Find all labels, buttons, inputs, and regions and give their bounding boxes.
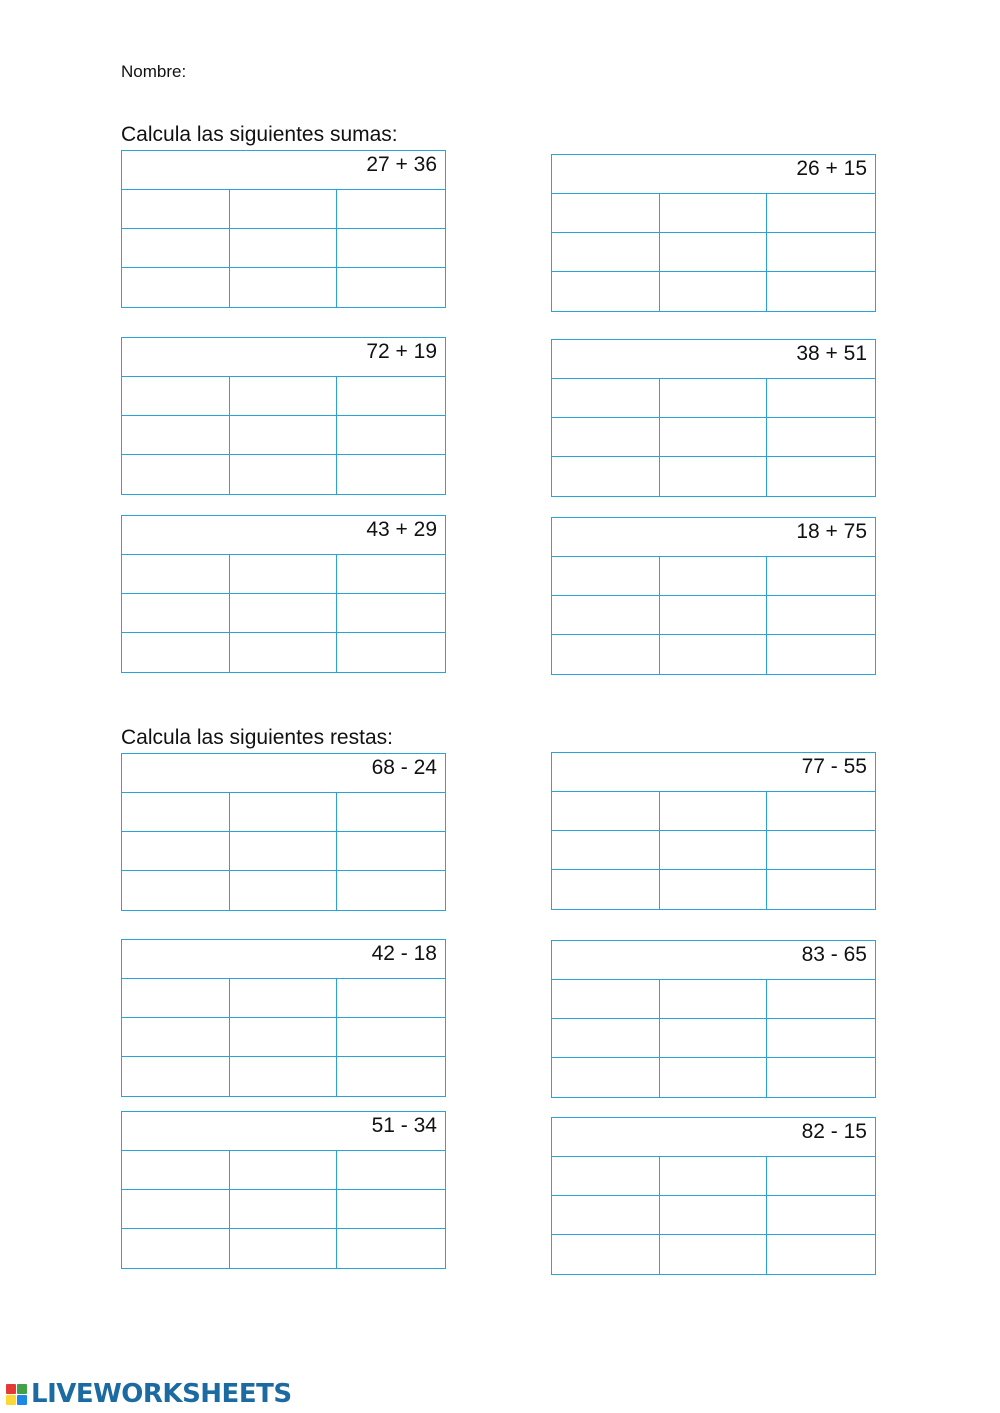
- answer-grid: [552, 792, 875, 909]
- problem-box: [551, 339, 876, 497]
- answer-input[interactable]: [230, 268, 337, 307]
- answer-cell: [230, 871, 338, 910]
- answer-cell: [767, 379, 875, 418]
- answer-cell: [660, 792, 768, 831]
- answer-input[interactable]: [337, 1018, 445, 1056]
- answer-cell: [122, 1057, 230, 1096]
- answer-input[interactable]: [230, 832, 337, 870]
- answer-cell: [337, 229, 445, 268]
- answer-input[interactable]: [122, 832, 229, 870]
- problem-box: [121, 150, 446, 308]
- answer-input[interactable]: [660, 1196, 767, 1234]
- logo-blocks-icon: [6, 1384, 27, 1405]
- answer-input[interactable]: [230, 633, 337, 672]
- answer-cell: [660, 980, 768, 1019]
- answer-cell: [337, 455, 445, 494]
- answer-input[interactable]: [230, 1190, 337, 1228]
- answer-input[interactable]: [337, 793, 445, 831]
- answer-input[interactable]: [767, 379, 875, 417]
- answer-cell: [552, 1157, 660, 1196]
- answer-cell: [337, 1229, 445, 1268]
- answer-cell: [230, 1151, 338, 1190]
- answer-input[interactable]: [230, 1018, 337, 1056]
- problem-header: [122, 754, 445, 793]
- answer-input[interactable]: [122, 416, 229, 454]
- logo-block: [17, 1395, 27, 1405]
- answer-input[interactable]: [337, 633, 445, 672]
- answer-input[interactable]: [122, 190, 229, 228]
- answer-cell: [552, 272, 660, 311]
- answer-input[interactable]: [337, 1229, 445, 1268]
- answer-cell: [122, 1151, 230, 1190]
- problem-box: [551, 1117, 876, 1275]
- answer-cell: [767, 596, 875, 635]
- problem-expression: 18 + 75: [796, 520, 867, 543]
- answer-input[interactable]: [660, 557, 767, 595]
- answer-cell: [122, 1190, 230, 1229]
- problem-expression: 38 + 51: [796, 342, 867, 365]
- answer-input[interactable]: [230, 979, 337, 1017]
- answer-input[interactable]: [230, 793, 337, 831]
- answer-input[interactable]: [552, 831, 659, 869]
- answer-input[interactable]: [660, 194, 767, 232]
- answer-input[interactable]: [552, 1019, 659, 1057]
- answer-cell: [767, 1235, 875, 1274]
- answer-input[interactable]: [337, 377, 445, 415]
- name-label: Nombre:: [121, 62, 187, 81]
- answer-input[interactable]: [337, 1151, 445, 1189]
- problem-box: [551, 940, 876, 1098]
- answer-cell: [660, 557, 768, 596]
- answer-input[interactable]: [660, 596, 767, 634]
- answer-input[interactable]: [122, 1229, 229, 1268]
- answer-input[interactable]: [122, 793, 229, 831]
- answer-input[interactable]: [230, 555, 337, 593]
- problem-header: [552, 155, 875, 194]
- answer-cell: [337, 555, 445, 594]
- answer-input[interactable]: [230, 190, 337, 228]
- answer-cell: [230, 377, 338, 416]
- answer-input[interactable]: [122, 1190, 229, 1228]
- answer-cell: [337, 979, 445, 1018]
- answer-input[interactable]: [337, 594, 445, 632]
- logo-block: [6, 1384, 16, 1394]
- answer-input[interactable]: [122, 455, 229, 494]
- answer-cell: [552, 233, 660, 272]
- answer-cell: [660, 1196, 768, 1235]
- liveworksheets-logo: [6, 1379, 292, 1409]
- answer-input[interactable]: [660, 1157, 767, 1195]
- answer-grid: [552, 194, 875, 311]
- answer-input[interactable]: [552, 1058, 659, 1097]
- answer-input[interactable]: [767, 1058, 875, 1097]
- answer-input[interactable]: [660, 980, 767, 1018]
- answer-input[interactable]: [122, 1018, 229, 1056]
- answer-input[interactable]: [767, 792, 875, 830]
- answer-cell: [552, 1019, 660, 1058]
- answer-input[interactable]: [230, 1229, 337, 1268]
- answer-input[interactable]: [337, 229, 445, 267]
- answer-grid: [122, 979, 445, 1096]
- answer-cell: [552, 379, 660, 418]
- answer-input[interactable]: [660, 233, 767, 271]
- answer-cell: [660, 635, 768, 674]
- answer-input[interactable]: [337, 416, 445, 454]
- problem-header: [552, 1118, 875, 1157]
- answer-cell: [660, 233, 768, 272]
- answer-cell: [660, 1058, 768, 1097]
- problem-box: [551, 752, 876, 910]
- answer-cell: [122, 190, 230, 229]
- answer-cell: [337, 832, 445, 871]
- answer-input[interactable]: [230, 416, 337, 454]
- answer-cell: [122, 377, 230, 416]
- answer-input[interactable]: [552, 557, 659, 595]
- answer-cell: [337, 377, 445, 416]
- answer-input[interactable]: [230, 871, 337, 910]
- answer-input[interactable]: [337, 455, 445, 494]
- answer-cell: [337, 1018, 445, 1057]
- answer-input[interactable]: [552, 980, 659, 1018]
- answer-cell: [660, 272, 768, 311]
- answer-cell: [767, 1196, 875, 1235]
- answer-cell: [230, 832, 338, 871]
- answer-cell: [337, 1151, 445, 1190]
- subtractions-section-title: Calcula las siguientes restas:: [121, 726, 393, 749]
- answer-cell: [660, 831, 768, 870]
- answer-input[interactable]: [552, 418, 659, 456]
- answer-input[interactable]: [767, 635, 875, 674]
- answer-cell: [122, 1018, 230, 1057]
- answer-input[interactable]: [552, 1196, 659, 1234]
- answer-cell: [660, 1235, 768, 1274]
- answer-cell: [767, 831, 875, 870]
- answer-input[interactable]: [337, 1057, 445, 1096]
- answer-grid: [122, 793, 445, 910]
- problem-expression: 26 + 15: [796, 157, 867, 180]
- answer-input[interactable]: [337, 979, 445, 1017]
- answer-cell: [767, 1058, 875, 1097]
- answer-cell: [337, 268, 445, 307]
- answer-cell: [552, 457, 660, 496]
- logo-text: LIVEWORKSHEETS: [31, 1379, 292, 1409]
- answer-cell: [552, 1235, 660, 1274]
- answer-input[interactable]: [660, 272, 767, 311]
- problem-header: [552, 941, 875, 980]
- answer-input[interactable]: [660, 792, 767, 830]
- answer-cell: [767, 194, 875, 233]
- answer-cell: [552, 418, 660, 457]
- answer-input[interactable]: [337, 555, 445, 593]
- problem-box: [121, 1111, 446, 1269]
- answer-cell: [552, 1196, 660, 1235]
- answer-cell: [230, 793, 338, 832]
- answer-grid: [552, 980, 875, 1097]
- answer-input[interactable]: [122, 377, 229, 415]
- problem-expression: 27 + 36: [366, 153, 437, 176]
- problem-box: [551, 517, 876, 675]
- answer-cell: [230, 416, 338, 455]
- answer-cell: [337, 594, 445, 633]
- logo-block: [6, 1395, 16, 1405]
- answer-input[interactable]: [230, 594, 337, 632]
- answer-cell: [337, 633, 445, 672]
- answer-cell: [660, 596, 768, 635]
- answer-cell: [122, 832, 230, 871]
- answer-cell: [552, 870, 660, 909]
- answer-input[interactable]: [767, 870, 875, 909]
- answer-input[interactable]: [767, 457, 875, 496]
- answer-cell: [337, 871, 445, 910]
- answer-cell: [660, 418, 768, 457]
- answer-input[interactable]: [552, 596, 659, 634]
- answer-cell: [337, 416, 445, 455]
- answer-cell: [230, 268, 338, 307]
- answer-input[interactable]: [767, 557, 875, 595]
- answer-cell: [660, 1157, 768, 1196]
- answer-input[interactable]: [767, 272, 875, 311]
- answer-cell: [767, 635, 875, 674]
- problem-header: [122, 338, 445, 377]
- answer-cell: [767, 272, 875, 311]
- answer-input[interactable]: [552, 379, 659, 417]
- problem-expression: 68 - 24: [371, 756, 437, 779]
- answer-input[interactable]: [122, 633, 229, 672]
- answer-input[interactable]: [767, 233, 875, 271]
- answer-cell: [230, 633, 338, 672]
- logo-block: [17, 1384, 27, 1394]
- answer-cell: [230, 979, 338, 1018]
- problem-expression: 43 + 29: [366, 518, 437, 541]
- answer-cell: [122, 1229, 230, 1268]
- answer-cell: [660, 194, 768, 233]
- answer-input[interactable]: [337, 268, 445, 307]
- answer-cell: [552, 194, 660, 233]
- problem-header: [552, 753, 875, 792]
- answer-cell: [767, 792, 875, 831]
- answer-input[interactable]: [337, 1190, 445, 1228]
- answer-input[interactable]: [767, 596, 875, 634]
- problem-header: [122, 1112, 445, 1151]
- answer-cell: [767, 233, 875, 272]
- answer-input[interactable]: [552, 870, 659, 909]
- answer-cell: [552, 1058, 660, 1097]
- answer-input[interactable]: [552, 792, 659, 830]
- problem-header: [122, 151, 445, 190]
- answer-cell: [552, 792, 660, 831]
- answer-input[interactable]: [767, 1196, 875, 1234]
- answer-cell: [660, 1019, 768, 1058]
- problem-box: [121, 753, 446, 911]
- answer-input[interactable]: [552, 233, 659, 271]
- answer-input[interactable]: [552, 1157, 659, 1195]
- answer-input[interactable]: [337, 871, 445, 910]
- answer-input[interactable]: [122, 1057, 229, 1096]
- problem-expression: 77 - 55: [801, 755, 867, 778]
- answer-cell: [122, 555, 230, 594]
- answer-cell: [552, 831, 660, 870]
- answer-cell: [660, 870, 768, 909]
- answer-input[interactable]: [122, 594, 229, 632]
- answer-cell: [552, 635, 660, 674]
- answer-cell: [122, 793, 230, 832]
- answer-cell: [230, 455, 338, 494]
- answer-cell: [122, 268, 230, 307]
- answer-input[interactable]: [337, 190, 445, 228]
- answer-input[interactable]: [660, 1235, 767, 1274]
- answer-cell: [767, 1019, 875, 1058]
- answer-input[interactable]: [552, 635, 659, 674]
- answer-cell: [337, 1190, 445, 1229]
- problem-box: [121, 337, 446, 495]
- answer-cell: [767, 557, 875, 596]
- answer-cell: [230, 1057, 338, 1096]
- answer-input[interactable]: [767, 418, 875, 456]
- problem-box: [121, 939, 446, 1097]
- answer-cell: [230, 1018, 338, 1057]
- answer-cell: [122, 979, 230, 1018]
- answer-input[interactable]: [230, 455, 337, 494]
- sums-section-title: Calcula las siguientes sumas:: [121, 123, 398, 146]
- answer-cell: [122, 594, 230, 633]
- answer-input[interactable]: [230, 229, 337, 267]
- answer-cell: [552, 596, 660, 635]
- answer-input[interactable]: [230, 1057, 337, 1096]
- answer-cell: [660, 457, 768, 496]
- answer-grid: [122, 555, 445, 672]
- answer-cell: [767, 1157, 875, 1196]
- answer-cell: [122, 455, 230, 494]
- answer-input[interactable]: [122, 1151, 229, 1189]
- answer-grid: [122, 1151, 445, 1268]
- answer-cell: [230, 229, 338, 268]
- answer-cell: [122, 871, 230, 910]
- problem-expression: 51 - 34: [371, 1114, 437, 1137]
- answer-input[interactable]: [660, 457, 767, 496]
- answer-input[interactable]: [122, 229, 229, 267]
- answer-input[interactable]: [660, 870, 767, 909]
- answer-input[interactable]: [660, 379, 767, 417]
- answer-input[interactable]: [767, 1157, 875, 1195]
- answer-cell: [767, 457, 875, 496]
- answer-input[interactable]: [337, 832, 445, 870]
- answer-input[interactable]: [122, 871, 229, 910]
- answer-cell: [230, 190, 338, 229]
- answer-input[interactable]: [660, 635, 767, 674]
- answer-input[interactable]: [767, 1235, 875, 1274]
- answer-cell: [552, 557, 660, 596]
- problem-header: [552, 518, 875, 557]
- answer-input[interactable]: [122, 555, 229, 593]
- answer-cell: [337, 1057, 445, 1096]
- answer-input[interactable]: [122, 979, 229, 1017]
- answer-input[interactable]: [230, 1151, 337, 1189]
- answer-input[interactable]: [767, 194, 875, 232]
- answer-cell: [122, 229, 230, 268]
- answer-input[interactable]: [552, 1235, 659, 1274]
- answer-grid: [552, 379, 875, 496]
- answer-input[interactable]: [767, 1019, 875, 1057]
- problem-expression: 42 - 18: [371, 942, 437, 965]
- answer-cell: [337, 793, 445, 832]
- answer-cell: [767, 870, 875, 909]
- answer-input[interactable]: [660, 1058, 767, 1097]
- answer-input[interactable]: [552, 457, 659, 496]
- answer-input[interactable]: [660, 418, 767, 456]
- answer-cell: [230, 594, 338, 633]
- answer-cell: [122, 633, 230, 672]
- answer-cell: [767, 980, 875, 1019]
- answer-cell: [230, 555, 338, 594]
- answer-cell: [660, 379, 768, 418]
- problem-expression: 72 + 19: [366, 340, 437, 363]
- answer-grid: [552, 557, 875, 674]
- answer-cell: [552, 980, 660, 1019]
- answer-input[interactable]: [230, 377, 337, 415]
- answer-cell: [230, 1190, 338, 1229]
- problem-expression: 82 - 15: [801, 1120, 867, 1143]
- problem-expression: 83 - 65: [801, 943, 867, 966]
- problem-box: [551, 154, 876, 312]
- answer-input[interactable]: [767, 831, 875, 869]
- answer-input[interactable]: [122, 268, 229, 307]
- problem-header: [122, 516, 445, 555]
- answer-input[interactable]: [660, 831, 767, 869]
- answer-cell: [230, 1229, 338, 1268]
- answer-grid: [552, 1157, 875, 1274]
- answer-cell: [122, 416, 230, 455]
- answer-input[interactable]: [767, 980, 875, 1018]
- answer-input[interactable]: [552, 194, 659, 232]
- answer-cell: [337, 190, 445, 229]
- answer-grid: [122, 190, 445, 307]
- answer-input[interactable]: [552, 272, 659, 311]
- problem-header: [122, 940, 445, 979]
- problem-header: [552, 340, 875, 379]
- answer-grid: [122, 377, 445, 494]
- answer-cell: [767, 418, 875, 457]
- answer-input[interactable]: [660, 1019, 767, 1057]
- problem-box: [121, 515, 446, 673]
